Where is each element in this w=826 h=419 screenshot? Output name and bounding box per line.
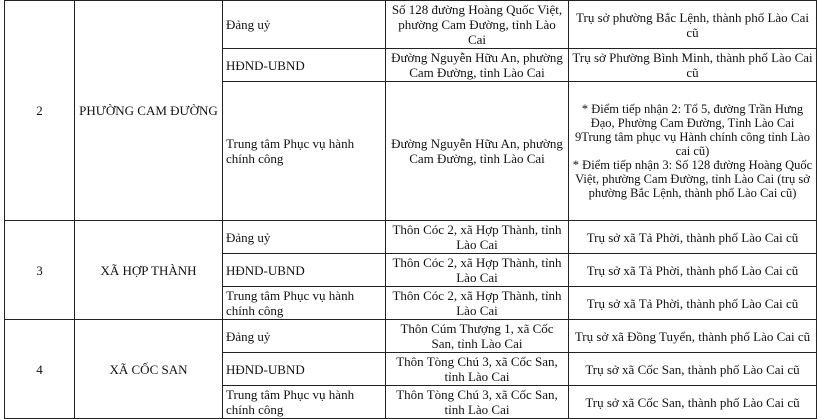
address-cell: Đường Nguyễn Hữu An, phường Cam Đường, tỉnh Lào Cai [386,49,569,82]
address-cell: Số 128 đường Hoàng Quốc Việt, phường Cam Đường, tỉnh Lào Cai [386,1,569,49]
table-row [5,320,817,353]
row-number: 3 [5,221,75,320]
unit-name: XÃ CỐC SAN [75,320,223,419]
table-row [5,221,817,254]
office-location-table [4,0,817,419]
old-location-cell: Trụ sở xã Đồng Tuyển, thành phố Lào Cai cũ [569,320,817,353]
reception-point-3: * Điểm tiếp nhận 3: Số 128 đường Hoàng Quốc Việt, phường Cam Đường, tỉnh Lào Cai (trụ sở phường Bắc Lệnh, thành phố Lào Cai cũ) [572,158,813,200]
old-location-cell: Trụ sở xã Tả Phời, thành phố Lào Cai cũ [569,254,817,287]
organization-cell: Đảng uỷ [223,320,386,353]
address-cell: Thôn Tòng Chú 3, xã Cốc San, tỉnh Lào Cai [386,353,569,386]
organization-cell: HĐND-UBND [223,353,386,386]
old-location-cell: Trụ sở xã Cốc San, thành phố Lào Cai cũ [569,386,817,419]
organization-cell: Đảng uỷ [223,1,386,49]
organization-cell: Trung tâm Phục vụ hành chính công [223,82,386,221]
unit-name: XÃ HỢP THÀNH [75,221,223,320]
old-location-cell: Trụ sở Phường Bình Minh, thành phố Lào Cai cũ [569,49,817,82]
address-cell: Đường Nguyễn Hữu An, phường Cam Đường, tỉnh Lào Cai [386,82,569,221]
unit-name: PHƯỜNG CAM ĐƯỜNG [75,1,223,221]
organization-cell: Trung tâm Phục vụ hành chính công [223,287,386,320]
organization-cell: Trung tâm Phục vụ hành chính công [223,386,386,419]
table-row [5,1,817,49]
reception-point-2-note: 9Trung tâm phục vụ Hành chính công tỉnh Lào cai cũ) [575,130,810,158]
address-cell: Thôn Cúm Thượng 1, xã Cốc San, tỉnh Lào Cai [386,320,569,353]
address-cell: Thôn Cóc 2, xã Hợp Thành, tỉnh Lào Cai [386,254,569,287]
old-location-cell [569,82,817,221]
organization-cell: HĐND-UBND [223,49,386,82]
row-number: 4 [5,320,75,419]
row-number: 2 [5,1,75,221]
reception-point-2: * Điểm tiếp nhận 2: Tổ 5, đường Trần Hưng Đạo, Phường Cam Đường, Tỉnh Lào Cai [581,102,804,130]
old-location-cell: Trụ sở xã Cốc San, thành phố Lào Cai cũ [569,353,817,386]
address-cell: Thôn Cóc 2, xã Hợp Thành, tỉnh Lào Cai [386,287,569,320]
address-cell: Thôn Cóc 2, xã Hợp Thành, tỉnh Lào Cai [386,221,569,254]
organization-cell: HĐND-UBND [223,254,386,287]
old-location-cell: Trụ sở xã Tả Phời, thành phố Lào Cai cũ [569,221,817,254]
old-location-cell: Trụ sở xã Tả Phời, thành phố Lào Cai cũ [569,287,817,320]
address-cell: Thôn Tòng Chú 3, xã Cốc San, tỉnh Lào Cai [386,386,569,419]
old-location-cell: Trụ sở phường Bắc Lệnh, thành phố Lào Cai cũ [569,1,817,49]
organization-cell: Đảng uỷ [223,221,386,254]
